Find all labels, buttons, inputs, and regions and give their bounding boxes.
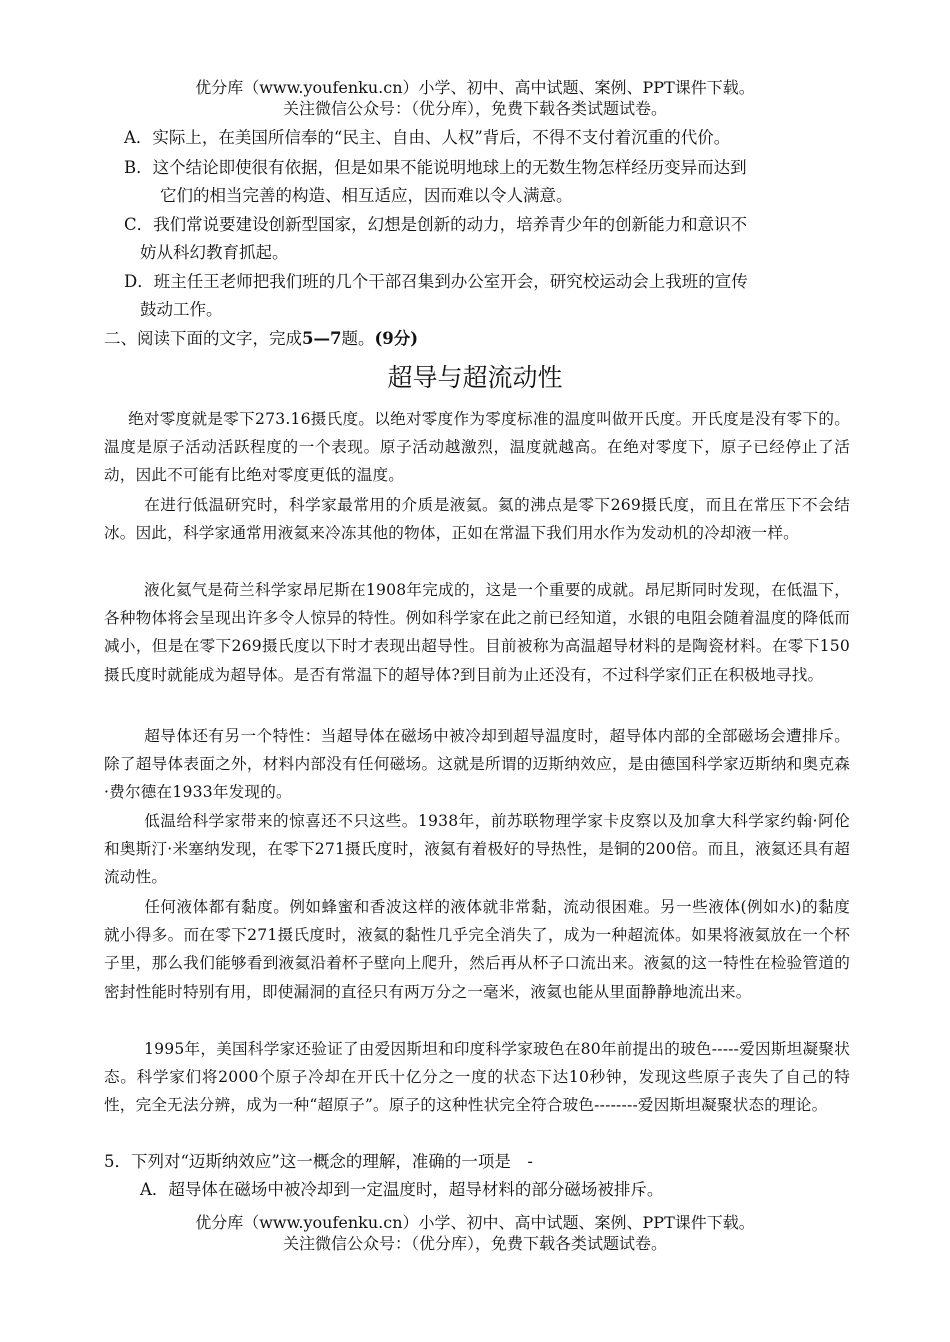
article-paragraph-5: 低温给科学家带来的惊喜还不只这些。1938年，前苏联物理学家卡皮察以及加拿大科学家约翰·阿伦和奥斯汀·米塞纳发现，在零下271摄氏度时，液氦有着极好的导热性，是铜的200倍。而且，液氦还具有超流动性。: [104, 812, 850, 887]
footer-line-1: 优分库（www.youfenku.cn）小学、初中、高中试题、案例、PPT课件下载。: [195, 1213, 755, 1232]
section-score: (9分): [374, 329, 419, 348]
article-paragraph-7: 1995年，美国科学家还验证了由爱因斯坦和印度科学家玻色在80年前提出的玻色-----爱因斯坦凝聚状态。科学家们将2000个原子冷却在开氏十亿分之一度的状态下达10秒钟，发现这些原子丧失了自己的特性，完全无法分辨，成为一种“超原子”。原子的这种性状完全符合玻色--------爱因斯坦凝聚状态的理论。: [104, 1040, 850, 1115]
section-heading: [104, 326, 418, 352]
option-c-line2: 妨从科幻教育抓起。: [140, 243, 289, 262]
option-a-prev: A．实际上，在美国所信奉的“民主、自由、人权”背后，不得不支付着沉重的代价。: [124, 128, 731, 147]
article-paragraph-2: 在进行低温研究时，科学家最常用的介质是液氦。氦的沸点是零下269摄氏度，而且在常压下不会结冰。因此，科学家通常用液氦来冷冻其他的物体，正如在常温下我们用水作为发动机的冷却液一样。: [104, 496, 850, 543]
article-paragraph-4: 超导体还有另一个特性：当超导体在磁场中被冷却到超导温度时，超导体内部的全部磁场会遭排斥。除了超导体表面之外，材料内部没有任何磁场。这就是所谓的迈斯纳效应，是由德国科学家迈斯纳和奥克森·费尔德在1933年发现的。: [104, 727, 850, 802]
article-title: 超导与超流动性: [387, 363, 563, 392]
option-c-line1: C．我们常说要建设创新型国家，幻想是创新的动力，培养青少年的创新能力和意识不: [124, 215, 748, 234]
section-prefix: 二、阅读下面的文字，完成: [104, 329, 302, 348]
question-5-option-a: A．超导体在磁场中被冷却到一定温度时，超导材料的部分磁场被排斥。: [140, 1180, 664, 1199]
article-paragraph-6: 任何液体都有黏度。例如蜂蜜和香波这样的液体就非常黏，流动很困难。另一些液体(例如水)的黏度就小得多。而在零下271摄氏度时，液氦的黏性几乎完全消失了，成为一种超流体。如果将液氦放在一个杯子里，那么我们能够看到液氦沿着杯子壁向上爬升，然后再从杯子口流出来。液氦的这一特性在检验管道的密封性能时特别有用，即使漏洞的直径只有两万分之一毫米，液氦也能从里面静静地流出来。: [104, 898, 850, 1001]
header-line-2: 关注微信公众号：（优分库），免费下载各类试题试卷。: [282, 99, 667, 118]
header-line-1: 优分库（www.youfenku.cn）小学、初中、高中试题、案例、PPT课件下载。: [195, 78, 755, 97]
question-5-stem: 5．下列对“迈斯纳效应”这一概念的理解，准确的一项是 -: [104, 1152, 533, 1171]
option-d-line2: 鼓动工作。: [140, 300, 223, 319]
section-mid: 题。: [341, 329, 375, 348]
footer-line-2: 关注微信公众号：（优分库），免费下载各类试题试卷。: [282, 1234, 667, 1253]
article-paragraph-1: 绝对零度就是零下273.16摄氏度。以绝对零度作为零度标准的温度叫做开氏度。开氏度是没有零下的。温度是原子活动活跃程度的一个表现。原子活动越激烈，温度就越高。在绝对零度下，原子已经停止了活动，因此不可能有比绝对零度更低的温度。: [104, 410, 850, 485]
option-d-line1: D．班主任王老师把我们班的几个干部召集到办公室开会，研究校运动会上我班的宣传: [124, 272, 748, 291]
option-b-line2: 它们的相当完善的构造、相互适应，因而难以令人满意。: [160, 186, 573, 205]
section-range: 5—7: [302, 329, 342, 348]
option-b-line1: B．这个结论即使很有依据，但是如果不能说明地球上的无数生物怎样经历变异而达到: [124, 158, 747, 177]
article-paragraph-3: 液化氦气是荷兰科学家昂尼斯在1908年完成的，这是一个重要的成就。昂尼斯同时发现，在低温下，各种物体将会呈现出许多令人惊异的特性。例如科学家在此之前已经知道，水银的电阻会随着温度的降低而减小，但是在零下269摄氏度以下时才表现出超导性。目前被称为高温超导材料的是陶瓷材料。在零下150摄氏度时就能成为超导体。是否有常温下的超导体?到目前为止还没有，不过科学家们正在积极地寻找。: [104, 581, 850, 684]
